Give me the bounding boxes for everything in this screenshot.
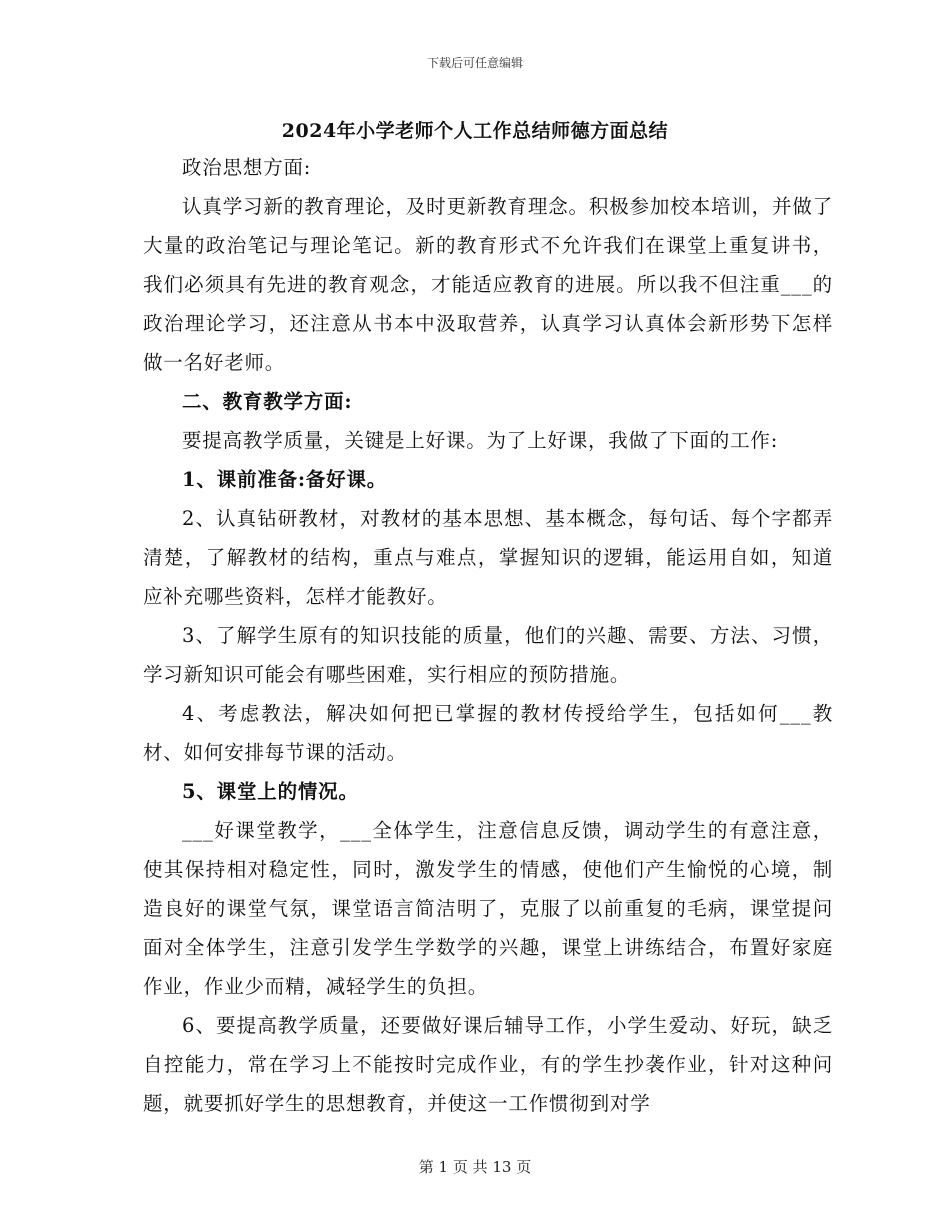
document-body	[143, 148, 833, 1123]
paragraph: 认真学习新的教育理论，及时更新教育理念。积极参加校本培训，并做了大量的政治笔记与理论笔记。新的教育形式不允许我们在课堂上重复讲书，我们必须具有先进的教育观念，才能适应教育的进展。所以我不但注重___的政治理论学习，还注意从书本中汲取营养，认真学习认真体会新形势下怎样做一名好老师。	[143, 195, 833, 374]
section-heading: 5、课堂上的情况。	[182, 780, 359, 803]
section-heading: 1、课前准备:备好课。	[182, 468, 388, 491]
page-footer: 第 1 页 共 13 页	[418, 1158, 532, 1176]
paragraph: 6、要提高教学质量，还要做好课后辅导工作，小学生爱动、好玩，缺乏自控能力，常在学习上不能按时完成作业，有的学生抄袭作业，针对这种问题，就要抓好学生的思想教育，并使这一工作惯彻到对学	[143, 1014, 833, 1115]
paragraph: 2、认真钻研教材，对教材的基本思想、基本概念，每句话、每个字都弄清楚，了解教材的结构，重点与难点，掌握知识的逻辑，能运用自如，知道应补充哪些资料，怎样才能教好。	[143, 507, 833, 608]
paragraph: ___好课堂教学，___全体学生，注意信息反馈，调动学生的有意注意，使其保持相对稳定性，同时，激发学生的情感，使他们产生愉悦的心境，制造良好的课堂气氛，课堂语言简洁明了，克服了以前重复的毛病，课堂提问面对全体学生，注意引发学生学数学的兴趣，课堂上讲练结合，布置好家庭作业，作业少而精，减轻学生的负担。	[143, 819, 833, 998]
paragraph: 政治思想方面:	[182, 156, 312, 179]
header-note: 下载后可任意编辑	[426, 56, 523, 70]
section-heading: 二、教育教学方面:	[182, 390, 353, 413]
paragraph: 3、了解学生原有的知识技能的质量，他们的兴趣、需要、方法、习惯，学习新知识可能会有哪些困难，实行相应的预防措施。	[143, 624, 833, 686]
paragraph: 4、考虑教法，解决如何把已掌握的教材传授给学生，包括如何___教材、如何安排每节课的活动。	[143, 702, 833, 764]
paragraph: 要提高教学质量，关键是上好课。为了上好课，我做了下面的工作:	[182, 429, 779, 452]
document-title: 2024年小学老师个人工作总结师德方面总结	[281, 120, 669, 142]
